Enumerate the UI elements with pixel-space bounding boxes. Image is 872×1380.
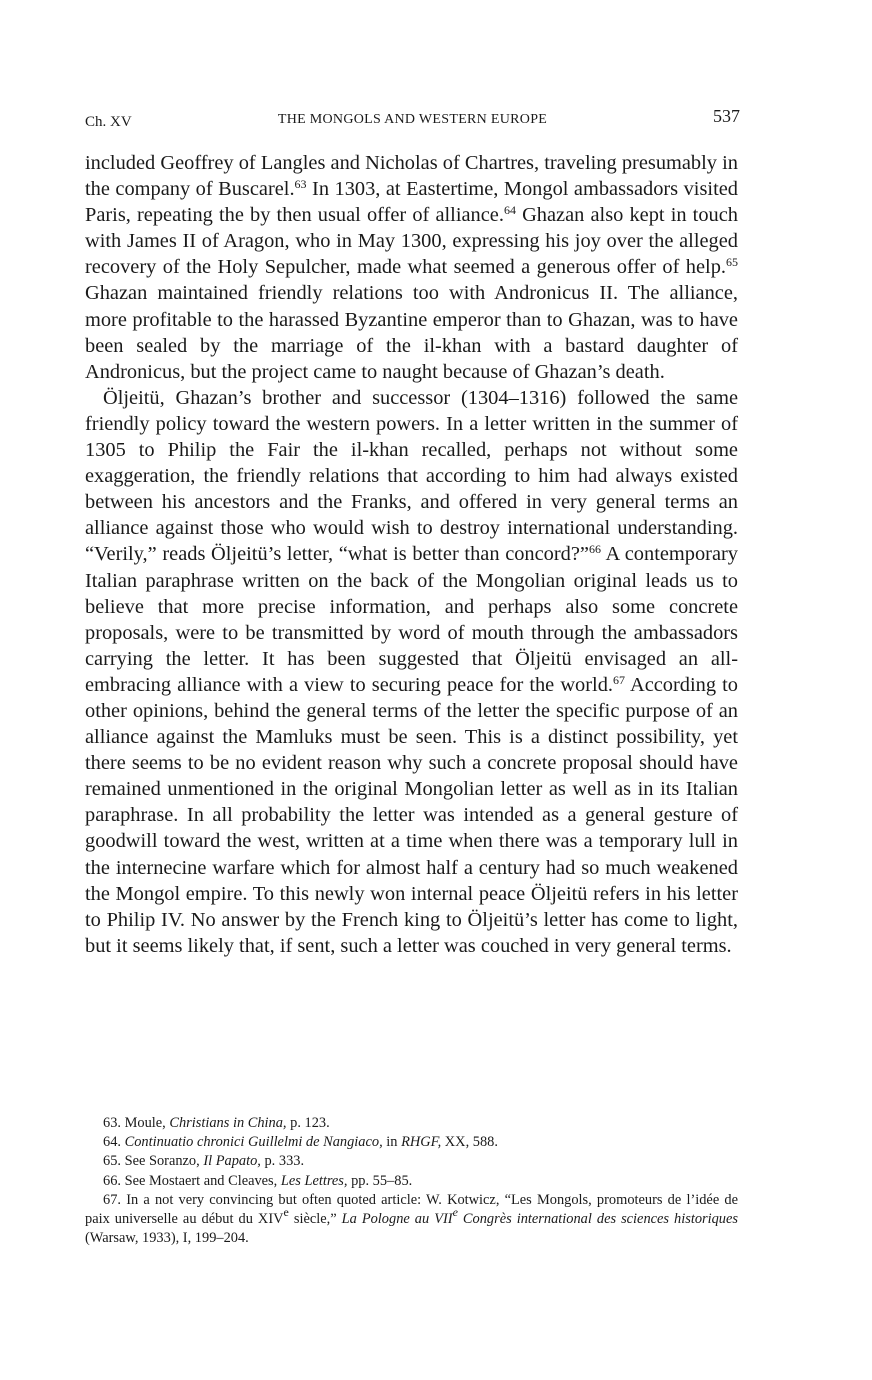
paragraph-2 [85, 385, 738, 959]
footnote-text: See Mostaert and Cleaves, [121, 1172, 281, 1189]
running-header [85, 104, 740, 134]
footnote-text: siècle,” [288, 1211, 342, 1228]
footnote-ref-63: 63 [294, 177, 307, 192]
footnote-text: in [382, 1134, 402, 1151]
text-run: A contemporary Italian paraphrase written on the back of the Mongolian original leads us to believe that more precise information, and perhaps also some concrete proposals, were to be transmitted by word of mouth through the ambassadors carrying the letter. It has been suggested that Öljeitü envisaged an all-embracing alliance with a view to securing peace for the world. [85, 543, 738, 696]
footnote-number: 67. [103, 1191, 121, 1208]
footnotes [85, 1114, 738, 1248]
footnote-64 [85, 1133, 738, 1152]
text-run: included Geoffrey of Langles and Nicholas of Chartres, traveling presumably in the company of Buscarel. [85, 152, 738, 201]
footnote-67 [85, 1191, 738, 1249]
page-number: 537 [713, 106, 740, 126]
footnote-number: 65. [103, 1153, 121, 1170]
footnote-title: RHGF, [401, 1134, 442, 1151]
paragraph-1 [85, 150, 738, 385]
footnote-text: p. 123. [286, 1115, 330, 1131]
footnote-number: 64. [103, 1134, 121, 1151]
footnote-text: Moule, [121, 1115, 170, 1131]
footnote-title: Christians in China, [169, 1115, 287, 1131]
footnote-text: XX, 588. [441, 1134, 498, 1151]
footnote-66 [85, 1172, 738, 1191]
superscript: e [452, 1205, 458, 1220]
footnote-63 [85, 1114, 738, 1133]
footnote-title: Il Papato, [203, 1153, 261, 1170]
footnote-title: Continuatio chronici Guillelmi de Nangiaco, [121, 1134, 383, 1151]
text-run: According to other opinions, behind the general terms of the letter the specific purpose of an alliance against the Mamluks must be seen. This is a distinct possibility, yet there seems to be no evident reason why such a concrete proposal should have remained unmentioned in the original Mongolian letter as well as in its Italian paraphrase. In all probability the letter was intended as a general gesture of goodwill toward the west, written at a time when there was a temporary lull in the internecine warfare which for almost half a century had so much weakened the Mongol empire. To this newly won internal peace Öljeitü refers in his letter to Philip IV. No answer by the French king to Öljeitü’s letter has come to light, but it seems likely that, if sent, such a letter was couched in very general terms. [85, 673, 738, 957]
running-title: THE MONGOLS AND WESTERN EUROPE [277, 112, 548, 127]
footnote-title: Les Lettres, [280, 1172, 348, 1189]
footnote-ref-65: 65 [726, 255, 738, 270]
footnote-number: 63. [103, 1115, 121, 1131]
footnote-text: See Soranzo, [121, 1153, 204, 1170]
footnote-text: (Warsaw, 1933), I, 199–204. [85, 1230, 249, 1247]
footnote-65 [85, 1152, 738, 1171]
footnote-title: Congrès international des sciences historiques [457, 1211, 738, 1228]
footnote-ref-66: 66 [588, 542, 601, 557]
text-run: Öljeitü, Ghazan’s brother and successor (1304–1316) followed the same friendly policy toward the western powers. In a letter written in the summer of 1305 to Philip the Fair the il-khan recalled, perhaps not without some exaggeration, the friendly relations that according to him had always existed between his ancestors and the Franks, and offered in very general terms an alliance against those who would wish to destroy international understanding. “Verily,” reads Öljeitü’s letter, “what is better than concord?” [85, 386, 738, 566]
footnote-text: pp. 55–85. [347, 1172, 413, 1189]
footnote-text: p. 333. [260, 1153, 305, 1170]
superscript: e [283, 1205, 289, 1220]
footnote-ref-64: 64 [503, 203, 516, 218]
footnote-title: La Pologne au VII [341, 1211, 453, 1228]
footnote-ref-67: 67 [613, 672, 625, 687]
body-text [85, 150, 738, 959]
chapter-label: Ch. XV [85, 114, 132, 130]
text-run: Ghazan maintained friendly relations too with Andronicus II. The alliance, more profitable to the harassed Byzantine emperor than to Ghazan, was to have been sealed by the marriage of the il-khan with a bastard daughter of Andronicus, but the project came to naught because of Ghazan’s death. [85, 282, 738, 383]
text-run: Ghazan also kept in touch with James II of Aragon, who in May 1300, expressing his joy over the alleged recovery of the Holy Sepulcher, made what seemed a generous offer of help. [85, 204, 738, 279]
footnote-text: In a not very convincing but often quoted article: W. Kotwicz, “Les Mongols, promoteurs de l’idée de paix universelle au début du XIV [85, 1191, 738, 1228]
footnote-number: 66. [103, 1172, 121, 1189]
text-run: In 1303, at Eastertime, Mongol ambassadors visited Paris, repeating the by then usual offer of alliance. [85, 178, 738, 227]
